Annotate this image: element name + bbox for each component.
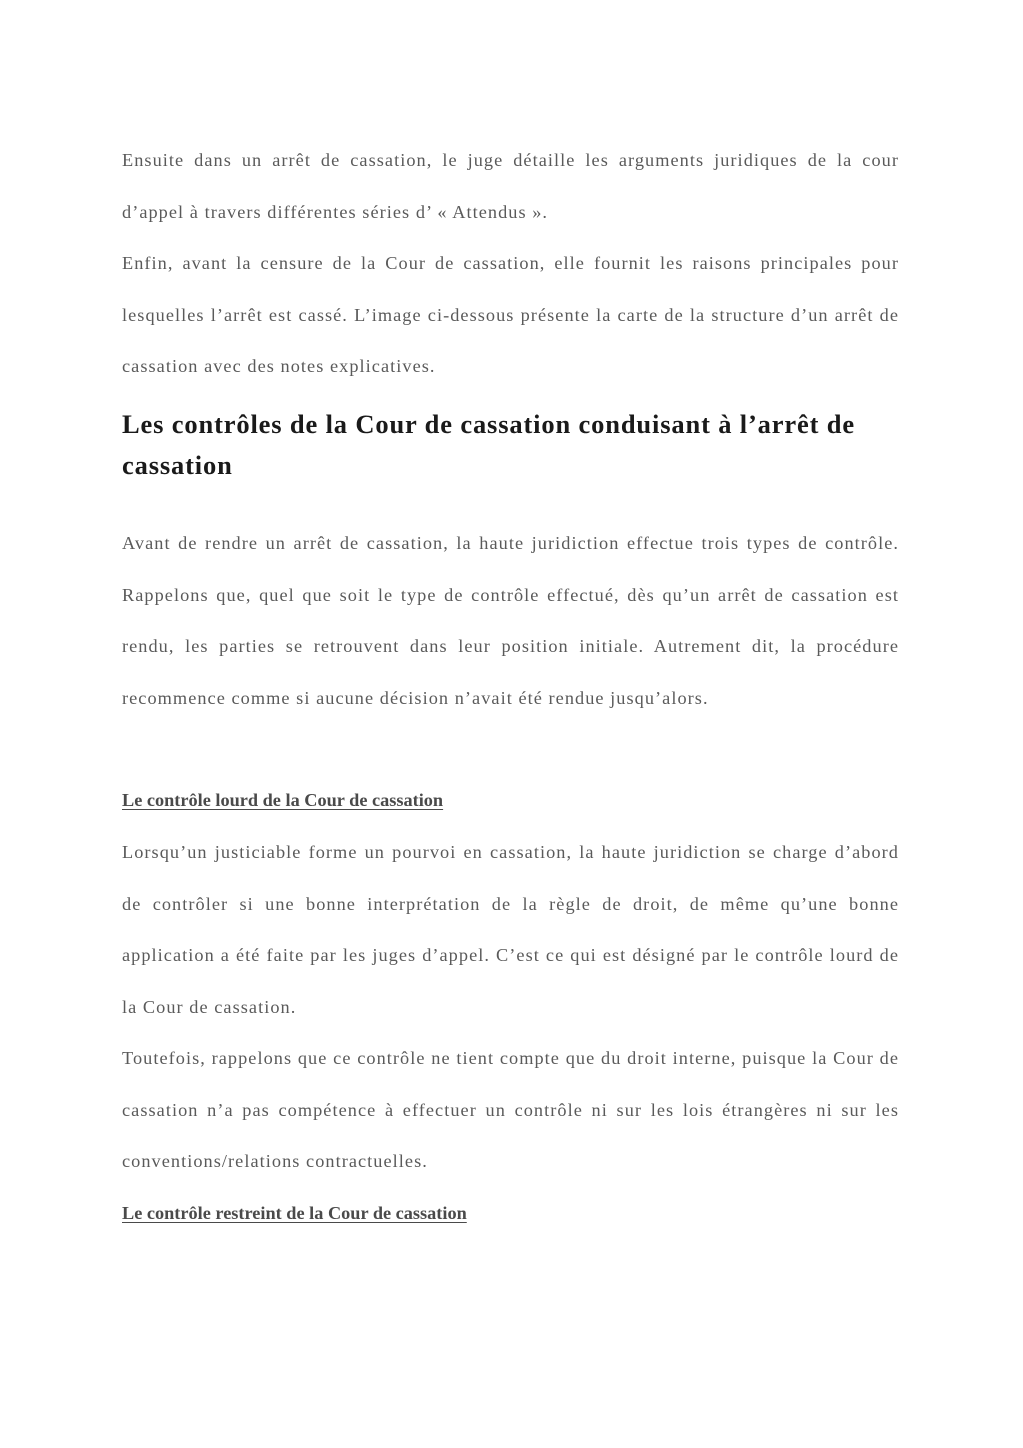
subheading-controle-lourd: Le contrôle lourd de la Cour de cassation	[122, 790, 444, 810]
paragraph-pourvoi: Lorsqu’un justiciable forme un pourvoi en cassation, la haute juridiction se charge d’abord de contrôler si une bonne interprétation de la règle de droit, de même qu’une bonne application a été faite par les juges d’appel. C’est ce qui est désigné par le contrôle lourd de la Cour de cassation.	[122, 842, 899, 1017]
paragraph-censure: Enfin, avant la censure de la Cour de cassation, elle fournit les raisons principales pour lesquelles l’arrêt est cassé. L’image ci-dessous présente la carte de la structure d’un arrêt de cassation avec des notes explicatives.	[122, 253, 899, 376]
subheading-controle-restreint: Le contrôle restreint de la Cour de cassation	[122, 1203, 467, 1223]
section-heading-controles: Les contrôles de la Cour de cassation conduisant à l’arrêt de cassation	[122, 409, 855, 480]
paragraph-attendus: Ensuite dans un arrêt de cassation, le juge détaille les arguments juridiques de la cour d’appel à travers différentes séries d’ « Attendus ».	[122, 150, 899, 222]
paragraph-trois-types: Avant de rendre un arrêt de cassation, la haute juridiction effectue trois types de contrôle. Rappelons que, quel que soit le type de contrôle effectué, dès qu’un arrêt de cassation est rendu, les parties se retrouvent dans leur position initiale. Autrement dit, la procédure recommence comme si aucune décision n’avait été rendue jusqu’alors.	[122, 533, 899, 708]
paragraph-droit-interne: Toutefois, rappelons que ce contrôle ne tient compte que du droit interne, puisque la Cour de cassation n’a pas compétence à effectuer un contrôle ni sur les lois étrangères ni sur les conventions/relations contractuelles.	[122, 1048, 899, 1171]
